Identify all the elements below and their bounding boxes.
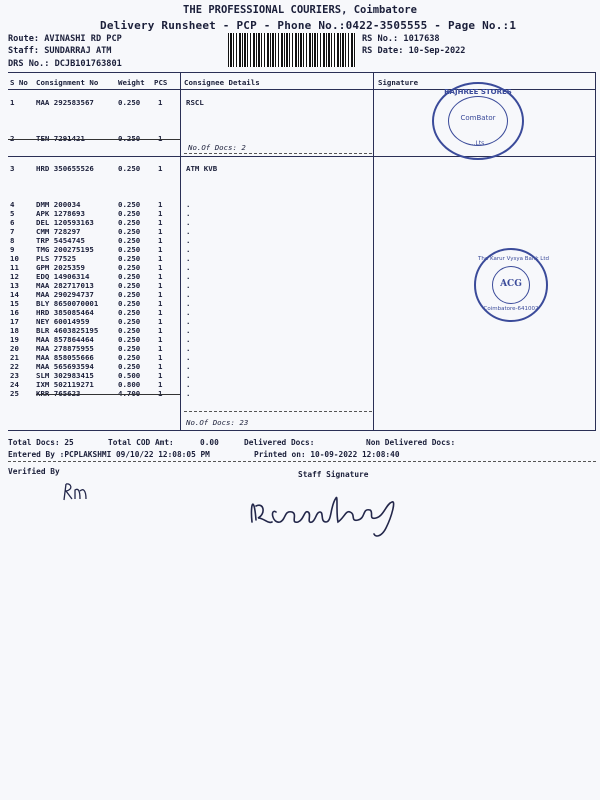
row-sno: 22 <box>10 362 19 371</box>
total-docs: Total Docs: 25 <box>8 438 74 447</box>
row-pcs: 1 <box>158 245 163 254</box>
row-pcs: 1 <box>158 218 163 227</box>
row-sno: 13 <box>10 281 19 290</box>
row-pcs: 1 <box>158 380 163 389</box>
row-consignment: SLM 302983415 <box>36 371 94 380</box>
row-pcs: 1 <box>158 371 163 380</box>
col-header-signature: Signature <box>378 78 419 87</box>
stamp-bottom-text: ..Lts <box>471 140 485 147</box>
row-pcs: 1 <box>158 326 163 335</box>
row-pcs: 1 <box>158 134 163 143</box>
row-weight: 0.250 <box>118 200 141 209</box>
stamp-top-text: The Karur Vysya Bank Ltd <box>478 256 549 262</box>
row-pcs: 1 <box>158 290 163 299</box>
no-of-docs-group1: No.Of Docs: 2 <box>188 143 246 152</box>
row-weight: 0.250 <box>118 344 141 353</box>
row-consignment: IXM 502119271 <box>36 380 94 389</box>
row-details: ATM KVB <box>186 164 218 173</box>
row-sno: 1 <box>10 98 15 107</box>
row-details: . <box>186 317 191 326</box>
row-pcs: 1 <box>158 200 163 209</box>
row-details: . <box>186 236 191 245</box>
row-consignment: TEN 7291421 <box>36 134 85 143</box>
strike-line <box>8 139 180 140</box>
row-consignment: CMM 728297 <box>36 227 81 236</box>
row-sno: 18 <box>10 326 19 335</box>
row-consignment: PLS 77525 <box>36 254 77 263</box>
verified-initials <box>60 480 100 504</box>
row-details: . <box>186 299 191 308</box>
row-sno: 3 <box>10 164 15 173</box>
col-header-weight: Weight <box>118 78 145 87</box>
printed-on: Printed on: 10-09-2022 12:08:40 <box>254 450 400 459</box>
signature-column-divider <box>373 72 374 430</box>
row-details: . <box>186 263 191 272</box>
row-consignment: BLR 4603825195 <box>36 326 99 335</box>
row-pcs: 1 <box>158 353 163 362</box>
row-consignment: DEL 120593163 <box>36 218 94 227</box>
row-consignment: MAA 857864464 <box>36 335 94 344</box>
bank-stamp <box>474 248 548 322</box>
row-pcs: 1 <box>158 299 163 308</box>
table-right-border <box>595 72 596 430</box>
non-delivered-docs: Non Delivered Docs: <box>366 438 456 447</box>
row-sno: 6 <box>10 218 15 227</box>
row-pcs: 1 <box>158 254 163 263</box>
row-sno: 4 <box>10 200 15 209</box>
row-weight: 0.250 <box>118 272 141 281</box>
row-details: . <box>186 380 191 389</box>
row-details: . <box>186 389 191 398</box>
row-sno: 24 <box>10 380 19 389</box>
table-top-rule <box>8 72 596 73</box>
row-sno: 21 <box>10 353 19 362</box>
row-sno: 9 <box>10 245 15 254</box>
stamp-center-text: ACG <box>500 279 522 289</box>
row-consignment: MAA 292583567 <box>36 98 94 107</box>
details-column-divider <box>180 72 181 430</box>
stamp-top-text: RAJHREE STORES <box>444 88 512 96</box>
row-weight: 0.250 <box>118 335 141 344</box>
entered-by: Entered By :PCPLAKSHMI 09/10/22 12:08:05 PM <box>8 450 210 459</box>
row-pcs: 1 <box>158 344 163 353</box>
row-consignment: HRD 385085464 <box>36 308 94 317</box>
row-details: RSCL <box>186 98 204 107</box>
row-sno: 11 <box>10 263 19 272</box>
row-weight: 0.250 <box>118 98 141 107</box>
row-consignment: EDQ 14906314 <box>36 272 90 281</box>
total-cod-value: 0.00 <box>200 438 219 447</box>
row-sno: 5 <box>10 209 15 218</box>
stamp-bottom-text: Coimbatore-641002 <box>483 306 539 312</box>
row-weight: 0.250 <box>118 362 141 371</box>
row-weight: 4.700 <box>118 389 141 398</box>
drs-number: DRS No.: DCJB101763801 <box>8 59 122 69</box>
row-details: . <box>186 254 191 263</box>
row-consignment: BLY 8650070001 <box>36 299 99 308</box>
row-pcs: 1 <box>158 389 163 398</box>
row-details: . <box>186 371 191 380</box>
row-sno: 12 <box>10 272 19 281</box>
row-details: . <box>186 290 191 299</box>
row-consignment: MAA 565693594 <box>36 362 94 371</box>
row-pcs: 1 <box>158 164 163 173</box>
row-details: . <box>186 281 191 290</box>
row-weight: 0.250 <box>118 254 141 263</box>
row-weight: 0.500 <box>118 371 141 380</box>
row-weight: 0.250 <box>118 227 141 236</box>
row-pcs: 1 <box>158 263 163 272</box>
row-details: . <box>186 200 191 209</box>
row-sno: 8 <box>10 236 15 245</box>
row-weight: 0.250 <box>118 218 141 227</box>
row-sno: 19 <box>10 335 19 344</box>
row-pcs: 1 <box>158 236 163 245</box>
row-consignment: MAA 858055666 <box>36 353 94 362</box>
row-weight: 0.250 <box>118 317 141 326</box>
row-weight: 0.250 <box>118 236 141 245</box>
row-details: . <box>186 308 191 317</box>
row-weight: 0.250 <box>118 164 141 173</box>
row-sno: 15 <box>10 299 19 308</box>
row-weight: 0.250 <box>118 353 141 362</box>
row-consignment: TRP 5454745 <box>36 236 85 245</box>
row-sno: 23 <box>10 371 19 380</box>
row-weight: 0.250 <box>118 263 141 272</box>
row-weight: 0.800 <box>118 380 141 389</box>
row-sno: 10 <box>10 254 19 263</box>
row-weight: 0.250 <box>118 134 141 143</box>
row-pcs: 1 <box>158 335 163 344</box>
row-sno: 17 <box>10 317 19 326</box>
row-details: . <box>186 272 191 281</box>
col-header-sno: S No <box>10 78 28 87</box>
row-details: . <box>186 353 191 362</box>
row-details: . <box>186 209 191 218</box>
row-weight: 0.250 <box>118 209 141 218</box>
company-title: THE PROFESSIONAL COURIERS, Coimbatore <box>183 4 417 16</box>
row-consignment: APK 1278693 <box>36 209 85 218</box>
no-of-docs-group2: No.Of Docs: 23 <box>186 418 249 427</box>
row-weight: 0.250 <box>118 290 141 299</box>
row-consignment: MAA 278875955 <box>36 344 94 353</box>
row-pcs: 1 <box>158 317 163 326</box>
strike-line <box>36 394 180 395</box>
row-sno: 14 <box>10 290 19 299</box>
row-consignment: NEY 60014959 <box>36 317 90 326</box>
row-pcs: 1 <box>158 362 163 371</box>
col-header-consignment: Consignment No <box>36 78 99 87</box>
row-pcs: 1 <box>158 281 163 290</box>
staff-signature-label: Staff Signature <box>298 470 369 479</box>
row-pcs: 1 <box>158 272 163 281</box>
row-details: . <box>186 344 191 353</box>
row-weight: 0.250 <box>118 281 141 290</box>
row-consignment: DMM 200034 <box>36 200 81 209</box>
stamp-center-text: ComBator <box>460 114 496 122</box>
rs-number: RS No.: 1017638 <box>362 34 440 44</box>
row-weight: 0.250 <box>118 326 141 335</box>
runsheet-subtitle: Delivery Runsheet - PCP - Phone No.:0422-3505555 - Page No.:1 <box>100 19 517 32</box>
route-label: Route: AVINASHI RD PCP <box>8 34 122 44</box>
rs-date: RS Date: 10-Sep-2022 <box>362 46 466 56</box>
group-separator-rule <box>8 156 596 157</box>
delivered-docs: Delivered Docs: <box>244 438 315 447</box>
col-header-consignee: Consignee Details <box>184 78 260 87</box>
staff-signature <box>246 484 418 542</box>
row-weight: 0.250 <box>118 308 141 317</box>
row-details: . <box>186 362 191 371</box>
footer-divider <box>8 461 596 462</box>
row-pcs: 1 <box>158 98 163 107</box>
table-bottom-rule <box>8 430 596 431</box>
group-divider <box>184 153 372 154</box>
row-details: . <box>186 245 191 254</box>
row-sno: 2 <box>10 134 15 143</box>
col-header-pcs: PCS <box>154 78 168 87</box>
row-consignment: HRD 350655526 <box>36 164 94 173</box>
row-pcs: 1 <box>158 227 163 236</box>
row-weight: 0.250 <box>118 245 141 254</box>
row-consignment: KRR 765623 <box>36 389 81 398</box>
row-details: . <box>186 227 191 236</box>
row-details: . <box>186 335 191 344</box>
row-sno: 20 <box>10 344 19 353</box>
row-consignment: GPM 2025359 <box>36 263 85 272</box>
row-sno: 7 <box>10 227 15 236</box>
row-pcs: 1 <box>158 209 163 218</box>
company-stamp <box>432 82 524 160</box>
row-consignment: MAA 282717013 <box>36 281 94 290</box>
row-sno: 16 <box>10 308 19 317</box>
row-consignment: MAA 290294737 <box>36 290 94 299</box>
verified-by-label: Verified By <box>8 467 60 476</box>
row-consignment: TMG 200275195 <box>36 245 94 254</box>
barcode <box>228 33 356 67</box>
row-weight: 0.250 <box>118 299 141 308</box>
row-details: . <box>186 326 191 335</box>
group-divider <box>184 411 372 412</box>
staff-label: Staff: SUNDARRAJ ATM <box>8 46 112 56</box>
total-cod-label: Total COD Amt: <box>108 438 174 447</box>
row-sno: 25 <box>10 389 19 398</box>
row-pcs: 1 <box>158 308 163 317</box>
row-details: . <box>186 218 191 227</box>
